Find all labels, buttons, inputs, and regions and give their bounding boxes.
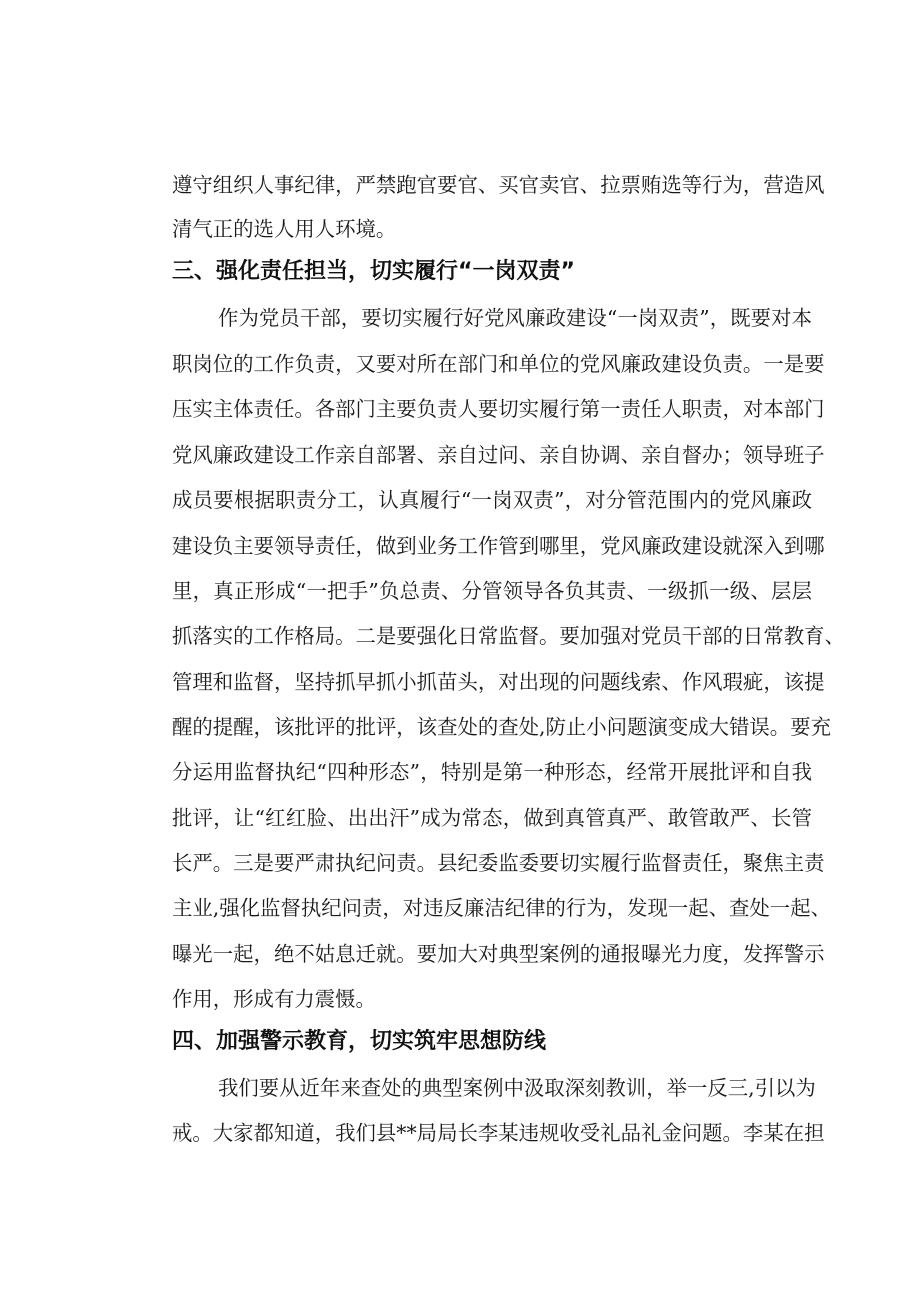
paragraph-line: 压实主体责任。各部门主要负责人要切实履行第一责任人职责，对本部门 xyxy=(172,397,825,421)
paragraph-line: 分运用监督执纪“四种形态”，特别是第一种形态，经常开展批评和自我 xyxy=(172,760,812,784)
paragraph-line: 作用，形成有力震慑。 xyxy=(172,987,376,1011)
paragraph-line: 党风廉政建设工作亲自部署、亲自过问、亲自协调、亲自督办；领导班子 xyxy=(172,443,825,467)
section-heading-3: 三、强化责任担当，切实履行“一岗双责” xyxy=(172,259,575,284)
paragraph-line: 遵守组织人事纪律，严禁跑官要官、买官卖官、拉票贿选等行为，营造风 xyxy=(172,173,825,197)
paragraph-line: 批评，让“红红脸、出出汗”成为常态，做到真管真严、敢管敢严、长管 xyxy=(172,806,812,830)
paragraph-line: 戒。大家都知道，我们县**局局长李某违规收受礼品礼金问题。李某在担 xyxy=(172,1121,825,1145)
paragraph-line: 主业,强化监督执纪问责，对违反廉洁纪律的行为，发现一起、查处一起、 xyxy=(172,896,831,920)
paragraph-line: 我们要从近年来查处的典型案例中汲取深刻教训，举一反三,引以为 xyxy=(218,1076,816,1100)
paragraph-line: 管理和监督，坚持抓早抓小抓苗头，对出现的问题线索、作风瑕疵，该提 xyxy=(172,670,825,694)
paragraph-line: 成员要根据职责分工，认真履行“一岗双责”，对分管范围内的党风廉政 xyxy=(172,488,812,512)
paragraph-line: 曝光一起，绝不姑息迁就。要加大对典型案例的通报曝光力度，发挥警示 xyxy=(172,942,825,966)
paragraph-line: 建设负主要领导责任，做到业务工作管到哪里，党风廉政建设就深入到哪 xyxy=(172,534,825,558)
paragraph-line: 作为党员干部，要切实履行好党风廉政建设“一岗双责”，既要对本 xyxy=(218,306,812,330)
paragraph-line: 抓落实的工作格局。二是要强化日常监督。要加强对党员干部的日常教育、 xyxy=(172,624,845,648)
paragraph-line: 醒的提醒，该批评的批评，该查处的查处,防止小问题演变成大错误。要充 xyxy=(172,715,831,739)
paragraph-line: 清气正的选人用人环境。 xyxy=(172,217,397,241)
section-heading-4: 四、加强警示教育，切实筑牢思想防线 xyxy=(172,1029,547,1054)
paragraph-line: 里，真正形成“一把手”负总责、分管领导各负其责、一级抓一级、层层 xyxy=(172,579,812,603)
paragraph-line: 职岗位的工作负责，又要对所在部门和单位的党风廉政建设负责。一是要 xyxy=(172,352,825,376)
paragraph-line: 长严。三是要严肃执纪问责。县纪委监委要切实履行监督责任，聚焦主责 xyxy=(172,851,825,875)
